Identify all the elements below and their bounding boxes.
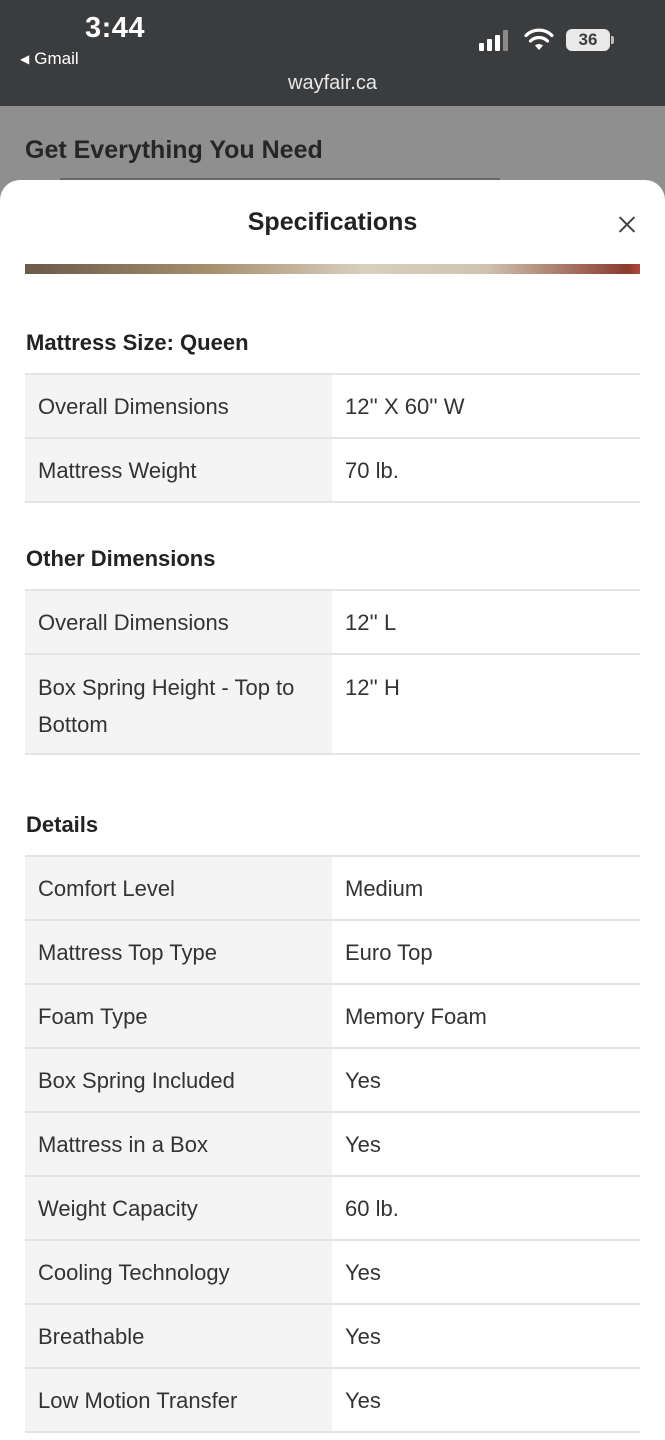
spec-label: Box Spring Height - Top to Bottom <box>25 654 332 754</box>
wifi-icon <box>524 26 554 52</box>
spec-label: Low Motion Transfer <box>25 1368 332 1432</box>
spec-value: Yes <box>332 1304 640 1368</box>
table-row <box>25 1176 640 1240</box>
spec-label: Weight Capacity <box>25 1176 332 1240</box>
spec-label: Mattress in a Box <box>25 1112 332 1176</box>
spec-value: 12'' L <box>332 590 640 654</box>
url-bar[interactable]: wayfair.ca <box>288 72 377 94</box>
spec-value: Medium <box>332 856 640 920</box>
signal-icon <box>479 30 508 51</box>
table-row <box>25 1368 640 1432</box>
spec-label: Overall Dimensions <box>25 374 332 438</box>
back-app-label: Gmail <box>34 49 79 68</box>
spec-value: Yes <box>332 1368 640 1432</box>
product-image-strip <box>25 264 640 274</box>
table-row <box>25 590 640 654</box>
background-page-title: Get Everything You Need <box>25 136 323 164</box>
spec-label: Breathable <box>25 1304 332 1368</box>
back-to-app-link[interactable] <box>20 49 79 69</box>
table-row <box>25 438 640 502</box>
table-row <box>25 920 640 984</box>
spec-value: Yes <box>332 1240 640 1304</box>
clock: 3:44 <box>85 12 146 44</box>
table-row <box>25 856 640 920</box>
spec-value: Yes <box>332 1048 640 1112</box>
spec-table-other-dimensions <box>25 589 640 755</box>
spec-table-details <box>25 855 640 1433</box>
specifications-modal <box>0 180 665 1440</box>
spec-label: Comfort Level <box>25 856 332 920</box>
section-title-mattress-size: Mattress Size: Queen <box>26 330 249 355</box>
table-row <box>25 984 640 1048</box>
spec-value: 70 lb. <box>332 438 640 502</box>
status-bar <box>0 0 665 106</box>
modal-title: Specifications <box>247 208 418 236</box>
back-triangle-icon: ◀ <box>20 52 30 66</box>
table-row <box>25 1240 640 1304</box>
table-row <box>25 374 640 438</box>
spec-label: Cooling Technology <box>25 1240 332 1304</box>
spec-value: 60 lb. <box>332 1176 640 1240</box>
table-row <box>25 1112 640 1176</box>
section-title-details: Details <box>26 812 99 837</box>
table-row <box>25 654 640 754</box>
spec-label: Box Spring Included <box>25 1048 332 1112</box>
spec-label: Overall Dimensions <box>25 590 332 654</box>
spec-value: 12'' X 60'' W <box>332 374 640 438</box>
spec-value: Yes <box>332 1112 640 1176</box>
spec-label: Foam Type <box>25 984 332 1048</box>
spec-label: Mattress Weight <box>25 438 332 502</box>
spec-value: Euro Top <box>332 920 640 984</box>
section-title-other-dimensions: Other Dimensions <box>26 546 216 571</box>
spec-table-mattress-size <box>25 373 640 503</box>
spec-value: 12'' H <box>332 654 640 754</box>
spec-value: Memory Foam <box>332 984 640 1048</box>
battery-icon: 36 <box>566 29 610 51</box>
close-icon[interactable] <box>612 210 642 240</box>
table-row <box>25 1304 640 1368</box>
battery-tip <box>611 36 614 44</box>
table-row <box>25 1048 640 1112</box>
spec-label: Mattress Top Type <box>25 920 332 984</box>
